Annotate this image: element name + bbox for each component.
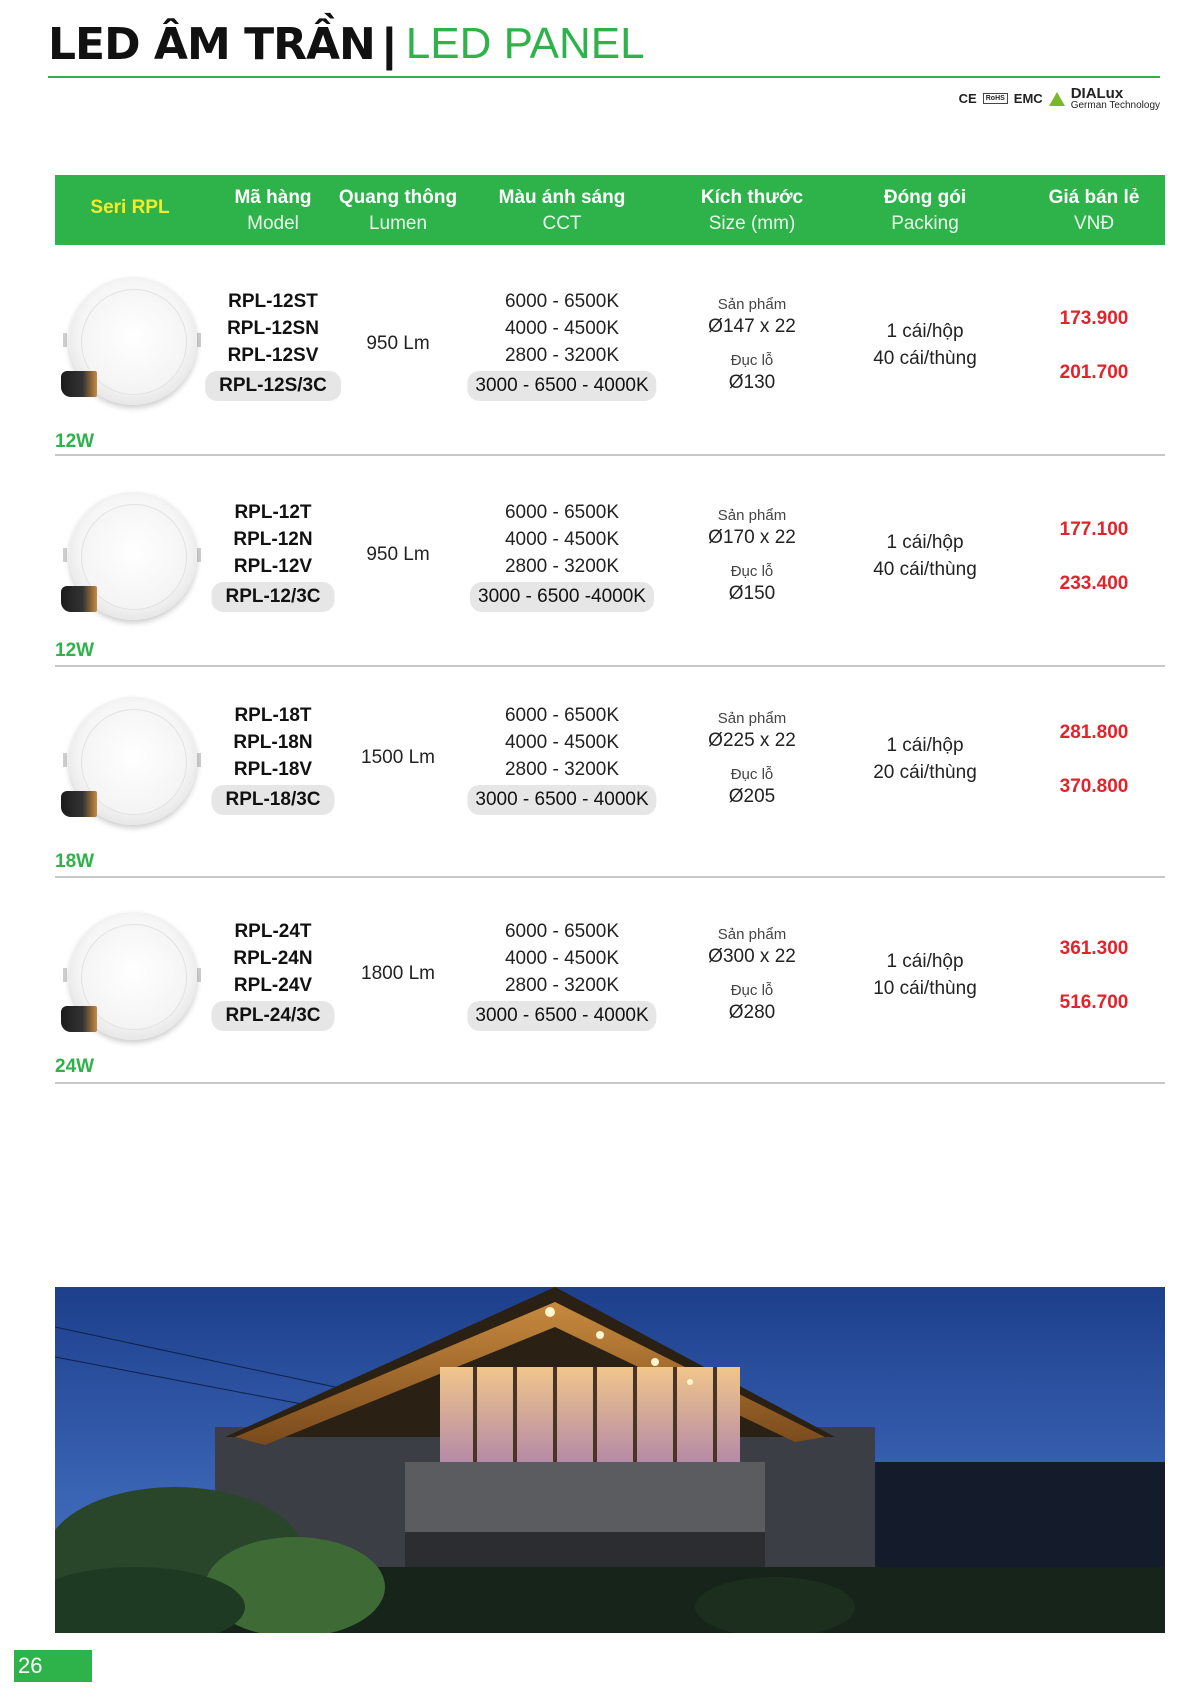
led-driver (61, 586, 97, 612)
size-cell (708, 709, 796, 809)
price-cell (1060, 308, 1129, 384)
spring-clip-left (63, 753, 67, 767)
model-code: RPL-12N (233, 529, 313, 550)
size-label: Sản phẩm (717, 507, 787, 524)
title-sub: LED PANEL (405, 19, 645, 68)
col-cct-vn: Màu ánh sáng (498, 187, 626, 208)
col-cct-en: CCT (542, 213, 582, 234)
spring-clip-right (197, 333, 201, 347)
combo-cct: 3000 - 6500 - 4000K (467, 371, 656, 401)
cct-value: 6000 - 6500K (504, 291, 620, 312)
price-cell (1060, 722, 1129, 798)
emc-logo: EMC (1013, 91, 1043, 106)
cct-value: 2800 - 3200K (504, 759, 620, 780)
cct-value: 6000 - 6500K (504, 705, 620, 726)
product-image (61, 271, 201, 411)
model-cell (211, 702, 334, 815)
cutout-label: Đục lỗ (730, 766, 774, 783)
size-value: Ø170 x 22 (708, 527, 796, 548)
price-cell (1060, 519, 1129, 595)
packing-cell (873, 318, 977, 372)
table-row (55, 878, 1165, 1084)
lumen-value: 1800 Lm (361, 963, 435, 984)
price-cell (1060, 938, 1129, 1014)
packing-box: 1 cái/hộp (886, 951, 964, 972)
header-rule (48, 76, 1160, 78)
col-size-en: Size (mm) (708, 213, 796, 234)
packing-carton: 40 cái/thùng (873, 559, 977, 580)
cct-value: 4000 - 4500K (504, 529, 620, 550)
cct-value: 4000 - 4500K (504, 948, 620, 969)
col-price-en: VNĐ (1073, 213, 1115, 234)
combo-model: RPL-12/3C (211, 582, 334, 612)
product-image (61, 691, 201, 831)
cct-cell (467, 918, 656, 1031)
model-cell (211, 918, 334, 1031)
cutout-value: Ø280 (728, 1002, 776, 1023)
wattage-label: 12W (55, 640, 95, 661)
table-row (55, 456, 1165, 667)
price-value: 281.800 (1059, 722, 1129, 743)
size-cell (708, 925, 796, 1025)
cct-value: 4000 - 4500K (504, 318, 620, 339)
model-code: RPL-24V (233, 975, 313, 996)
lumen-value: 950 Lm (366, 333, 430, 354)
size-label: Sản phẩm (717, 926, 787, 943)
packing-carton: 10 cái/thùng (873, 978, 977, 999)
col-lumen-en: Lumen (368, 213, 428, 234)
col-lumen (339, 185, 457, 237)
cutout-label: Đục lỗ (730, 982, 774, 999)
packing-carton: 40 cái/thùng (873, 348, 977, 369)
product-image (61, 906, 201, 1046)
col-price-vn: Giá bán lẻ (1048, 187, 1140, 208)
model-code: RPL-18N (233, 732, 313, 753)
combo-model: RPL-24/3C (211, 1001, 334, 1031)
cct-value: 6000 - 6500K (504, 502, 620, 523)
packing-cell (873, 732, 977, 786)
model-code: RPL-12SN (227, 318, 319, 339)
table-row (55, 245, 1165, 456)
title-separator: | (382, 18, 396, 70)
model-code: RPL-12SV (227, 345, 319, 366)
size-value: Ø300 x 22 (708, 946, 796, 967)
cutout-value: Ø150 (728, 583, 776, 604)
model-code: RPL-24T (234, 921, 312, 942)
page-number: 26 (14, 1650, 92, 1682)
combo-price-value: 201.700 (1059, 362, 1129, 383)
combo-cct: 3000 - 6500 - 4000K (467, 785, 656, 815)
led-driver (61, 1006, 97, 1032)
cutout-label: Đục lỗ (730, 563, 774, 580)
table-header (55, 175, 1165, 245)
cct-cell (470, 499, 654, 612)
col-price (1049, 185, 1140, 237)
model-code: RPL-24N (233, 948, 313, 969)
spring-clip-left (63, 548, 67, 562)
col-lumen-vn: Quang thông (338, 187, 458, 208)
wattage-label: 18W (55, 851, 95, 872)
model-code: RPL-12T (234, 502, 312, 523)
cutout-value: Ø130 (728, 372, 776, 393)
size-cell (708, 506, 796, 606)
model-code: RPL-18T (234, 705, 312, 726)
col-model-en: Model (247, 213, 299, 234)
model-cell (211, 499, 334, 612)
combo-model: RPL-18/3C (211, 785, 334, 815)
size-value: Ø225 x 22 (708, 730, 796, 751)
col-packing (884, 185, 966, 237)
col-model-vn: Mã hàng (234, 187, 312, 208)
packing-box: 1 cái/hộp (886, 735, 964, 756)
title-main: LED ÂM TRẦN (48, 18, 375, 70)
combo-cct: 3000 - 6500 -4000K (470, 582, 654, 612)
spring-clip-right (197, 548, 201, 562)
packing-box: 1 cái/hộp (886, 532, 964, 553)
combo-model: RPL-12S/3C (205, 371, 341, 401)
model-code: RPL-18V (233, 759, 313, 780)
combo-cct: 3000 - 6500 - 4000K (467, 1001, 656, 1031)
packing-cell (873, 529, 977, 583)
table-row (55, 667, 1165, 878)
cct-value: 2800 - 3200K (504, 556, 620, 577)
cutout-label: Đục lỗ (730, 352, 774, 369)
cct-cell (467, 702, 656, 815)
packing-carton: 20 cái/thùng (873, 762, 977, 783)
certification-logos (959, 86, 1160, 111)
rohs-logo: RoHS (983, 93, 1008, 104)
cct-cell (467, 288, 656, 401)
price-value: 177.100 (1059, 519, 1129, 540)
lumen-value: 950 Lm (366, 544, 430, 565)
col-cct (499, 185, 626, 237)
price-value: 361.300 (1059, 938, 1129, 959)
col-model (234, 185, 311, 237)
price-value: 173.900 (1059, 308, 1129, 329)
wattage-label: 12W (55, 431, 95, 452)
size-cell (708, 295, 796, 395)
wattage-label: 24W (55, 1056, 95, 1077)
col-packing-en: Packing (891, 213, 959, 234)
size-value: Ø147 x 22 (708, 316, 796, 337)
spring-clip-left (63, 968, 67, 982)
spring-clip-right (197, 753, 201, 767)
dialux-logo (1071, 86, 1160, 111)
page-title (48, 14, 645, 74)
product-image (61, 486, 201, 626)
cct-value: 4000 - 4500K (504, 732, 620, 753)
spring-clip-left (63, 333, 67, 347)
size-label: Sản phẩm (717, 710, 787, 727)
series-label: Seri RPL (90, 197, 170, 218)
dialux-triangle-icon (1049, 92, 1065, 106)
ce-logo: CE (958, 91, 977, 106)
col-size (701, 185, 803, 237)
combo-price-value: 370.800 (1059, 776, 1129, 797)
cct-value: 6000 - 6500K (504, 921, 620, 942)
packing-cell (873, 948, 977, 1002)
building-photo (55, 1287, 1165, 1633)
row-divider (55, 1082, 1165, 1084)
combo-price-value: 516.700 (1059, 992, 1129, 1013)
col-packing-vn: Đóng gói (883, 187, 967, 208)
dialux-name: DIALux (1070, 85, 1124, 102)
lumen-value: 1500 Lm (361, 747, 435, 768)
dialux-tagline: German Technology (1070, 100, 1160, 111)
packing-box: 1 cái/hộp (886, 321, 964, 342)
col-size-vn: Kích thước (700, 187, 804, 208)
led-driver (61, 791, 97, 817)
model-cell (205, 288, 341, 401)
cct-value: 2800 - 3200K (504, 975, 620, 996)
cutout-value: Ø205 (728, 786, 776, 807)
building-illustration (55, 1287, 1165, 1633)
model-code: RPL-12ST (228, 291, 318, 312)
model-code: RPL-12V (233, 556, 313, 577)
led-driver (61, 371, 97, 397)
combo-price-value: 233.400 (1059, 573, 1129, 594)
size-label: Sản phẩm (717, 296, 787, 313)
spring-clip-right (197, 968, 201, 982)
cct-value: 2800 - 3200K (504, 345, 620, 366)
